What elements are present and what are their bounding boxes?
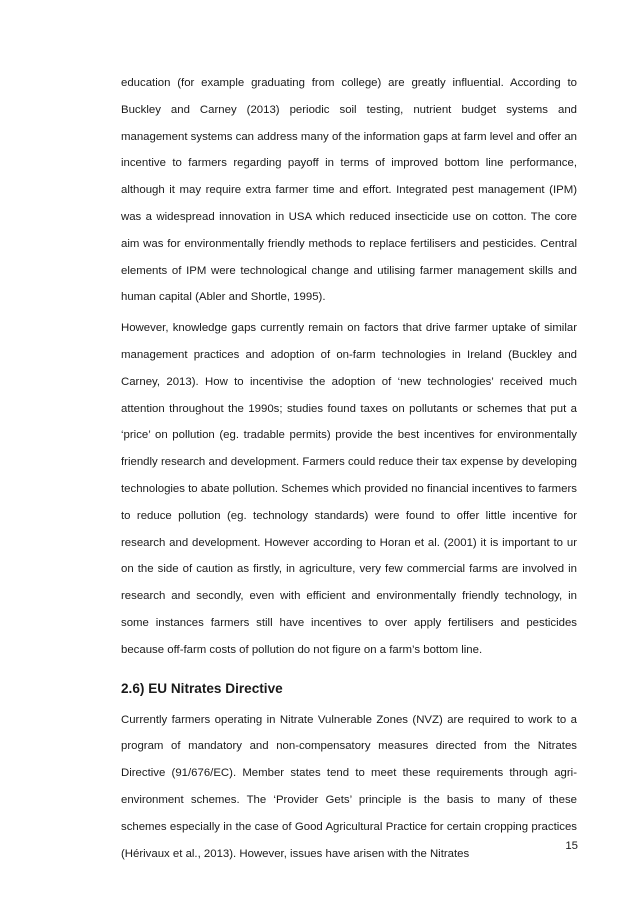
section-heading: 2.6) EU Nitrates Directive	[121, 680, 283, 696]
page-body	[121, 70, 577, 867]
body-paragraph-1: education (for example graduating from college) are greatly influential. According to Buckley and Carney (2013) periodic soil testing, nutrient budget systems and management systems can address many of the information gaps at farm level and offer an incentive to farmers regarding payoff in terms of improved bottom line performance, although it may require extra farmer time and effort. Integrated pest management (IPM) was a widespread innovation in USA which reduced insecticide use on cotton. The core aim was for environmentally friendly methods to replace fertilisers and pesticides. Central elements of IPM were technological change and utilising farmer management skills and human capital (Abler and Shortle, 1995).	[121, 77, 577, 304]
page-number: 15	[565, 840, 578, 852]
body-paragraph-3: Currently farmers operating in Nitrate Vulnerable Zones (NVZ) are required to work to a program of mandatory and non-compensatory measures directed from the Nitrates Directive (91/676/EC). Member states tend to meet these requirements through agri-environment schemes. The ‘Provider Gets’ principle is the basis to many of these schemes especially in the case of Good Agricultural Practice for certain cropping practices (Hérivaux et al., 2013). However, issues have arisen with the Nitrates	[121, 713, 577, 860]
body-paragraph-2: However, knowledge gaps currently remain on factors that drive farmer uptake of similar management practices and adoption of on-farm technologies in Ireland (Buckley and Carney, 2013). How to incentivise the adoption of ‘new technologies’ received much attention throughout the 1990s; studies found taxes on pollutants or schemes that put a ‘price’ on pollution (eg. tradable permits) provide the best incentives for environmentally friendly research and development. Farmers could reduce their tax expense by developing technologies to abate pollution. Schemes which provided no financial incentives to farmers to reduce pollution (eg. technology standards) were found to offer little incentive for research and development. However according to Horan et al. (2001) it is important to ur on the side of caution as firstly, in agriculture, very few commercial farms are involved in research and secondly, even with efficient and environmentally friendly technology, in some instances farmers still have incentives to over apply fertilisers and pesticides because off-farm costs of pollution do not figure on a farm’s bottom line.	[121, 322, 577, 656]
